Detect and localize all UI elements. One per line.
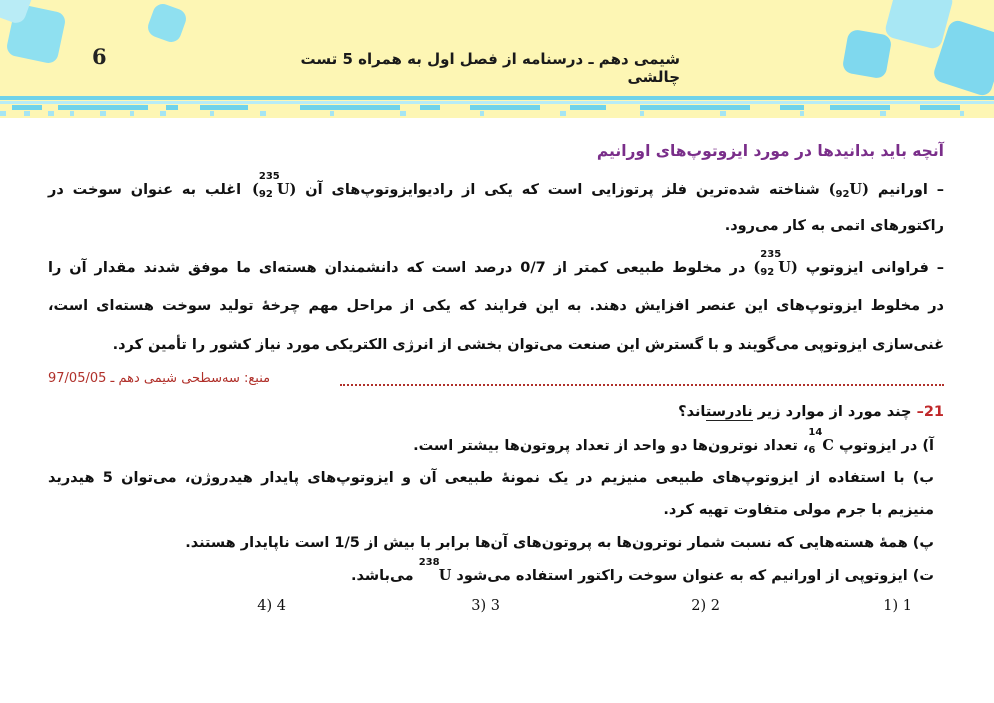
atomic-number: 92 xyxy=(835,189,850,200)
header-title: شیمی دهم ـ درسنامه از فصل اول به همراه 5 تست چالشی xyxy=(300,50,680,86)
uranium-nuclide: $(_{92}U)$ xyxy=(828,181,869,200)
mass-number: 235 xyxy=(258,171,280,182)
carbon-14-nuclide xyxy=(808,427,834,456)
source-citation: منبع: سه‌سطحی شیمی دهم ـ 97/05/05 xyxy=(48,371,271,386)
uranium-235-nuclide: ( 235 92 U) xyxy=(753,249,798,278)
text-segment: آ) در ایزوتوپ xyxy=(833,438,934,454)
question-item-a xyxy=(413,427,934,456)
mass-number: 238 xyxy=(418,557,440,568)
question-item-b-line2: منیزیم با جرم مولی متفاوت تهیه کرد. xyxy=(663,502,934,518)
element-symbol: U xyxy=(778,259,791,276)
uranium-235-nuclide: ( 235 92 U) xyxy=(252,171,297,200)
page-number: 6 xyxy=(92,44,107,69)
question-item-d xyxy=(350,557,934,584)
mass-number: 14 xyxy=(808,427,823,438)
question-item-c: پ) همهٔ هسته‌هایی که نسبت شمار نوترون‌ها به پروتون‌های آن‌ها برابر با بیش از 1/5 است ناپایدار هستند. xyxy=(185,535,934,551)
text-segment: می‌باشد. xyxy=(350,568,419,584)
text-segment: اغلب به عنوان سوخت در xyxy=(48,182,251,198)
section-title: آنچه باید بدانیدها در مورد ایزوتوپ‌های اورانیم xyxy=(596,142,944,160)
text-segment: چند مورد از موارد زیر xyxy=(752,404,917,420)
paragraph-enrichment-line2: در مخلوط ایزوتوپ‌های این عنصر افزایش دهند. به این فرایند که یکی از مراحل مهم چرخهٔ تولید سوخت هسته‌ای است، xyxy=(48,298,944,314)
atomic-number: 6 xyxy=(808,445,816,456)
underlined-word: نادرست xyxy=(705,404,753,420)
paragraph-enrichment xyxy=(48,249,944,278)
option-3[interactable]: 3 (3 xyxy=(471,598,500,614)
uranium-238-nuclide xyxy=(418,557,452,584)
element-symbol: U xyxy=(276,181,290,198)
option-2[interactable]: 2 (2 xyxy=(691,598,720,614)
text-segment: در مخلوط طبیعی کمتر از 0/7 درصد است که دانشمندان هسته‌ای ما موفق شدند مقدار آن را xyxy=(48,260,754,276)
paragraph-uranium-line2: راکتورهای اتمی به کار می‌رود. xyxy=(724,218,944,234)
text-segment: – فراوانی ایزوتوپ xyxy=(797,260,944,276)
mass-number: 235 xyxy=(760,249,782,260)
paragraph-enrichment-line3: غنی‌سازی ایزوتوپی می‌گویند و با گسترش این صنعت می‌توان بخشی از انرژی الکتریکی مورد نیاز کشور را تأمین کرد. xyxy=(112,337,944,353)
dotted-separator xyxy=(340,384,944,386)
text-segment: ت) ایزوتوپی از اورانیم که به عنوان سوخت راکتور استفاده می‌شود xyxy=(451,568,934,584)
question-stem xyxy=(678,404,944,420)
element-symbol: U xyxy=(849,181,863,198)
question-number: 21– xyxy=(916,404,944,420)
atomic-number: 92 xyxy=(760,267,775,278)
text-segment: شناخته شده‌ترین فلز پرتوزایی است که یکی از رادیوایزوتوپ‌های آن xyxy=(296,182,829,198)
text-segment: اند؟ xyxy=(678,404,706,420)
text-segment: ، تعداد نوترون‌ها دو واحد از تعداد پروتون‌ها بیشتر است. xyxy=(413,438,809,454)
option-4[interactable]: 4 (4 xyxy=(257,598,286,614)
question-item-b: ب) با استفاده از ایزوتوپ‌های طبیعی منیزیم در یک نمونهٔ طبیعی آن و ایزوتوپ‌های پایدار هیدروژن، می‌توان 5 هیدرید xyxy=(48,470,934,486)
option-1[interactable]: 1 (1 xyxy=(883,598,912,614)
element-symbol: C xyxy=(822,437,834,454)
atomic-number: 92 xyxy=(258,189,273,200)
element-symbol: U xyxy=(438,567,452,584)
text-segment: – اورانیم xyxy=(868,182,945,198)
paragraph-uranium xyxy=(48,171,945,200)
